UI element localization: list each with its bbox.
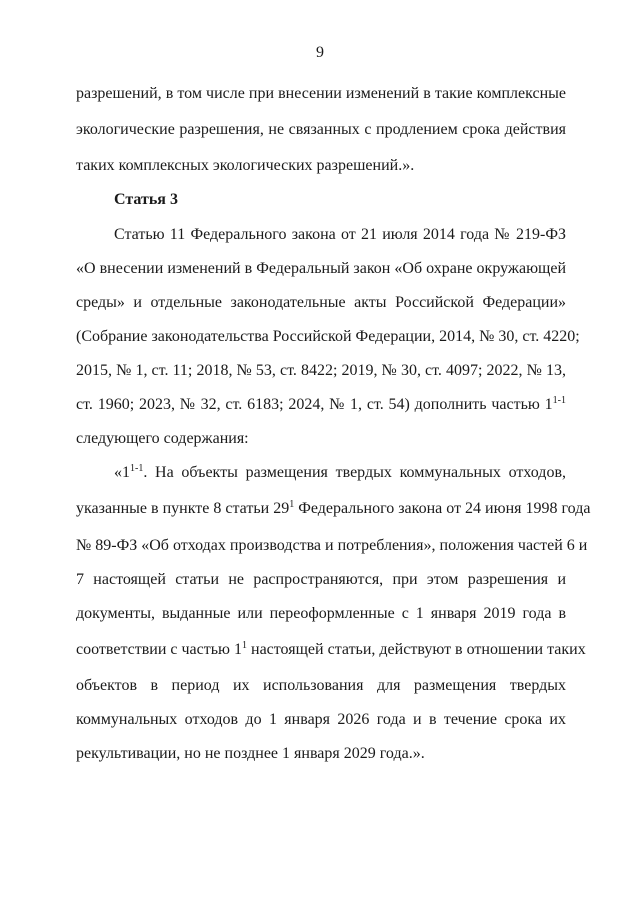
page-number: 9 bbox=[316, 44, 324, 61]
line-text: настоящей статьи, действуют в отношении таких bbox=[247, 641, 586, 658]
paragraph-line: таких комплексных экологических разрешений.». bbox=[76, 157, 415, 174]
paragraph-line: 7 настоящей статьи не распространяются, при этом разрешения и bbox=[76, 571, 566, 588]
superscript: 1-1 bbox=[130, 463, 144, 474]
line-text: Федерального закона от 24 июня 1998 года bbox=[294, 500, 591, 517]
line-text: ст. 1960; 2023, № 32, ст. 6183; 2024, № 1, ст. 54) дополнить частью 1 bbox=[76, 396, 553, 413]
article-heading: Статья 3 bbox=[114, 191, 178, 208]
paragraph-line bbox=[76, 499, 591, 519]
paragraph-line: коммунальных отходов до 1 января 2026 года и в течение срока их bbox=[76, 711, 566, 728]
paragraph-line: следующего содержания: bbox=[76, 430, 249, 447]
paragraph-line: разрешений, в том числе при внесении изменений в такие комплексные bbox=[76, 85, 566, 102]
paragraph-line: документы, выданные или переоформленные с 1 января 2019 года в bbox=[76, 605, 566, 622]
paragraph-line bbox=[76, 395, 566, 415]
line-text: «1 bbox=[114, 464, 130, 481]
paragraph-line: среды» и отдельные законодательные акты Российской Федерации» bbox=[76, 294, 566, 311]
paragraph-line: № 89-ФЗ «Об отходах производства и потребления», положения частей 6 и bbox=[76, 537, 588, 554]
paragraph-line: «О внесении изменений в Федеральный закон «Об охране окружающей bbox=[76, 260, 566, 277]
paragraph-line: объектов в период их использования для размещения твердых bbox=[76, 677, 566, 694]
superscript: 1 bbox=[289, 499, 295, 510]
paragraph-line: рекультивации, но не позднее 1 января 2029 года.». bbox=[76, 745, 425, 762]
paragraph-line: Статью 11 Федерального закона от 21 июля 2014 года № 219-ФЗ bbox=[114, 226, 566, 243]
line-text: указанные в пункте 8 статьи 29 bbox=[76, 500, 290, 517]
superscript: 1-1 bbox=[552, 395, 566, 406]
paragraph-line: (Собрание законодательства Российской Федерации, 2014, № 30, ст. 4220; bbox=[76, 328, 580, 345]
paragraph-line bbox=[76, 640, 586, 660]
paragraph-line bbox=[114, 463, 566, 483]
paragraph-line: 2015, № 1, ст. 11; 2018, № 53, ст. 8422; 2019, № 30, ст. 4097; 2022, № 13, bbox=[76, 362, 566, 379]
superscript: 1 bbox=[242, 640, 247, 651]
line-text: соответствии с частью 1 bbox=[76, 641, 242, 658]
paragraph-line: экологические разрешения, не связанных с продлением срока действия bbox=[76, 121, 566, 138]
line-text: . На объекты размещения твердых коммунальных отходов, bbox=[143, 464, 566, 481]
